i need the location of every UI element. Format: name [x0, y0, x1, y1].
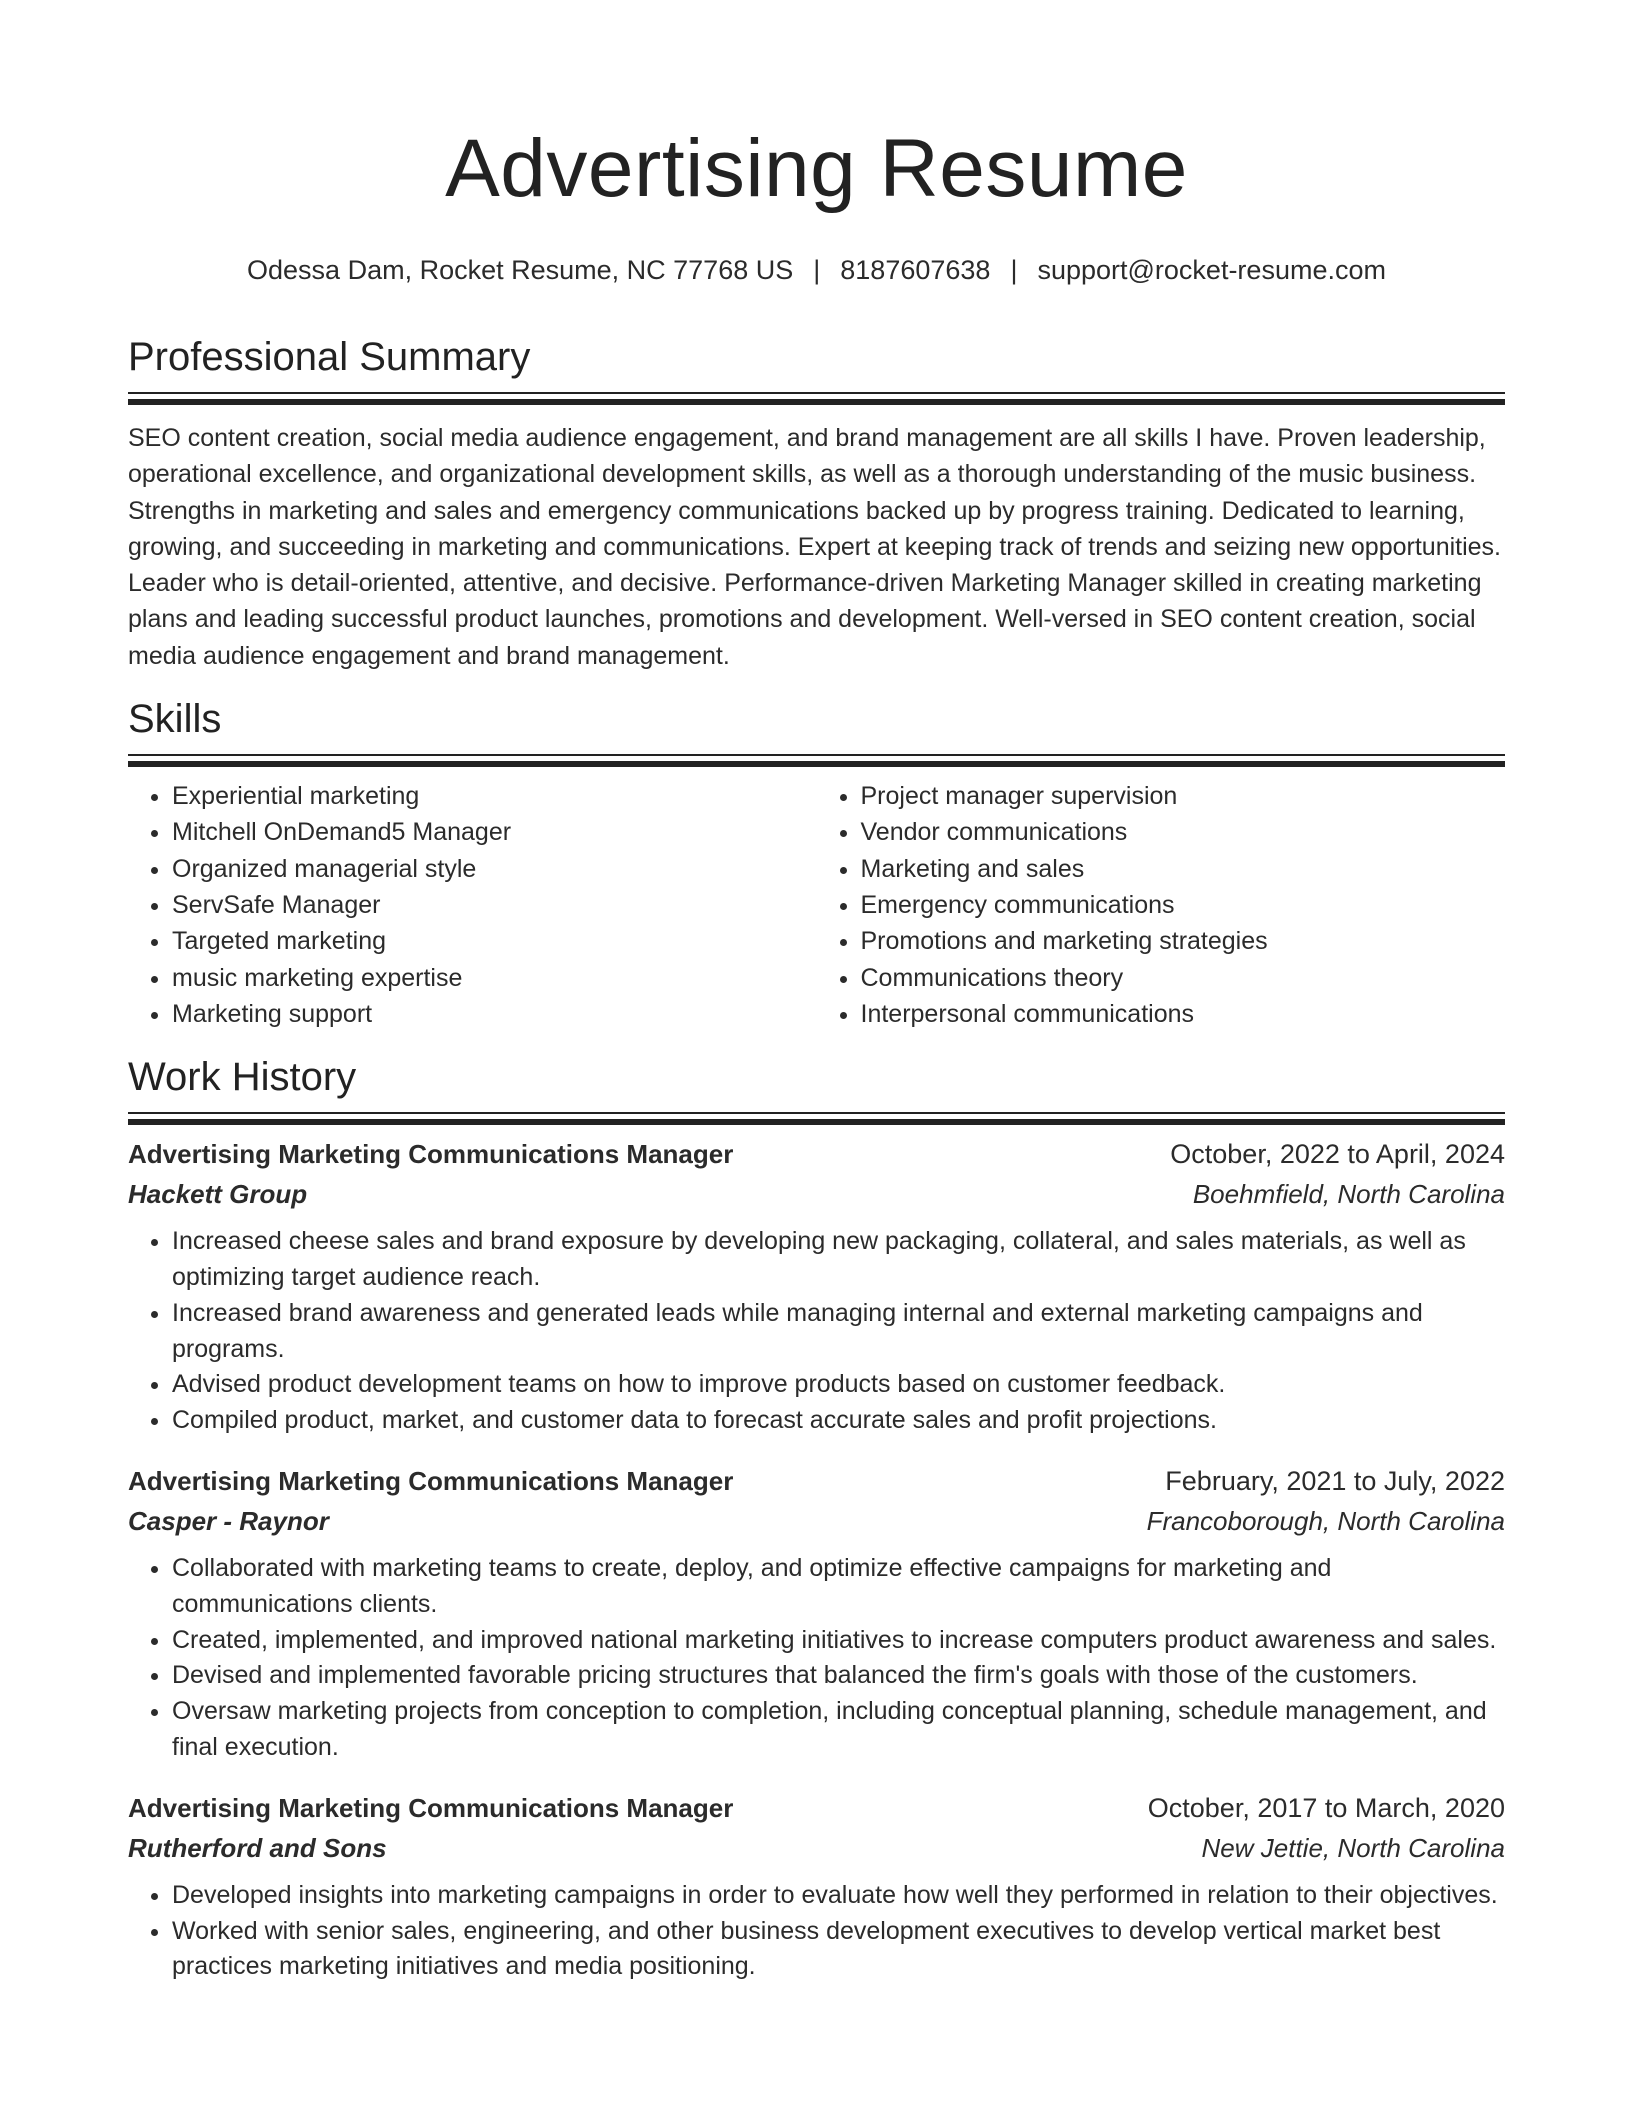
contact-address: Odessa Dam, Rocket Resume, NC 77768 US — [247, 255, 794, 285]
job-bullet: • Oversaw marketing projects from conception to completion, including conceptual planning, schedule management, and final execution. — [172, 1694, 1505, 1766]
skill-item: • Experiential marketing — [172, 778, 817, 814]
job-location: Francoborough, North Carolina — [1146, 1505, 1505, 1536]
job-entry — [128, 1788, 1505, 1985]
job-company: Casper - Raynor — [128, 1505, 329, 1536]
contact-phone: 8187607638 — [840, 255, 991, 285]
job-title: Advertising Marketing Communications Manager — [128, 1792, 734, 1823]
job-company: Hackett Group — [128, 1179, 308, 1210]
summary-heading: Professional Summary — [128, 335, 531, 379]
job-header — [128, 1134, 1505, 1174]
job-bullet: • Collaborated with marketing teams to create, deploy, and optimize effective campaigns for marketing and communications clients. — [172, 1551, 1505, 1623]
summary-text: SEO content creation, social media audience engagement, and brand management are all skills I have. Proven leadership, operational excellence, and organizational development skills, as well as a thorough understanding of the music business. Strengths in marketing and sales and emergency communications backed up by progress training. Dedicated to learning, growing, and succeeding in marketing and communications. Expert at keeping track of trends and seizing new opportunities. Leader who is detail-oriented, attentive, and decisive. Performance-driven Marketing Manager skilled in creating marketing plans and leading successful product launches, promotions and development. Well-versed in SEO content creation, social media audience engagement and brand management. — [128, 424, 1501, 670]
job-location: New Jettie, North Carolina — [1201, 1832, 1505, 1863]
job-header — [128, 1461, 1505, 1501]
job-bullet: • Developed insights into marketing campaigns in order to evaluate how well they performed in relation to their objectives. — [172, 1878, 1505, 1914]
job-title: Advertising Marketing Communications Manager — [128, 1139, 734, 1170]
job-bullets — [128, 1224, 1505, 1439]
section-divider — [128, 754, 1505, 756]
job-subheader — [128, 1828, 1505, 1868]
contact-separator: | — [813, 255, 821, 285]
skill-item: • Mitchell OnDemand5 Manager — [172, 814, 817, 850]
job-location: Boehmfield, North Carolina — [1192, 1179, 1505, 1210]
job-subheader — [128, 1174, 1505, 1214]
skills-columns — [128, 778, 1505, 1032]
job-company: Rutherford and Sons — [128, 1832, 387, 1863]
job-dates: October, 2017 to March, 2020 — [1147, 1792, 1505, 1823]
skill-item: • Promotions and marketing strategies — [861, 923, 1506, 959]
job-bullet: • Devised and implemented favorable pricing structures that balanced the firm's goals with those of the customers. — [172, 1658, 1505, 1694]
job-subheader — [128, 1501, 1505, 1541]
job-bullet: • Worked with senior sales, engineering, and other business development executives to develop vertical market best practices marketing initiatives and media positioning. — [172, 1914, 1505, 1986]
skill-item: • Organized managerial style — [172, 851, 817, 887]
skill-item: • Marketing and sales — [861, 851, 1506, 887]
skill-item: • Vendor communications — [861, 814, 1506, 850]
job-dates: October, 2022 to April, 2024 — [1170, 1139, 1505, 1170]
skill-item: • music marketing expertise — [172, 960, 817, 996]
contact-separator: | — [1010, 255, 1018, 285]
skill-item: • Emergency communications — [861, 887, 1506, 923]
skills-list-left — [128, 778, 817, 1032]
skill-item: • ServSafe Manager — [172, 887, 817, 923]
skill-item: • Targeted marketing — [172, 923, 817, 959]
job-entry — [128, 1134, 1505, 1439]
job-title: Advertising Marketing Communications Manager — [128, 1465, 734, 1496]
work-history-heading: Work History — [128, 1055, 357, 1100]
skills-list-right — [817, 778, 1506, 1032]
job-bullet: • Created, implemented, and improved national marketing initiatives to increase computers product awareness and sales. — [172, 1623, 1505, 1659]
contact-line — [128, 252, 1505, 288]
job-bullet: • Compiled product, market, and customer data to forecast accurate sales and profit projections. — [172, 1403, 1505, 1439]
job-bullet: • Advised product development teams on how to improve products based on customer feedback. — [172, 1367, 1505, 1403]
skill-item: • Interpersonal communications — [861, 996, 1506, 1032]
skills-section — [128, 694, 1505, 1032]
job-entry — [128, 1461, 1505, 1766]
work-history-section — [128, 1052, 1505, 1985]
skill-item: • Communications theory — [861, 960, 1506, 996]
section-divider — [128, 392, 1505, 394]
job-bullets — [128, 1878, 1505, 1985]
job-header — [128, 1788, 1505, 1828]
summary-section — [128, 332, 1505, 674]
job-bullet: • Increased cheese sales and brand exposure by developing new packaging, collateral, and sales materials, as well as optimizing target audience reach. — [172, 1224, 1505, 1296]
contact-email: support@rocket-resume.com — [1037, 255, 1386, 285]
skills-heading: Skills — [128, 697, 222, 742]
skill-item: • Project manager supervision — [861, 778, 1506, 814]
section-divider — [128, 1112, 1505, 1114]
skill-item: • Marketing support — [172, 996, 817, 1032]
job-dates: February, 2021 to July, 2022 — [1165, 1465, 1505, 1496]
job-bullet: • Increased brand awareness and generated leads while managing internal and external marketing campaigns and programs. — [172, 1296, 1505, 1368]
resume-title: Advertising Resume — [445, 123, 1188, 214]
job-bullets — [128, 1551, 1505, 1766]
